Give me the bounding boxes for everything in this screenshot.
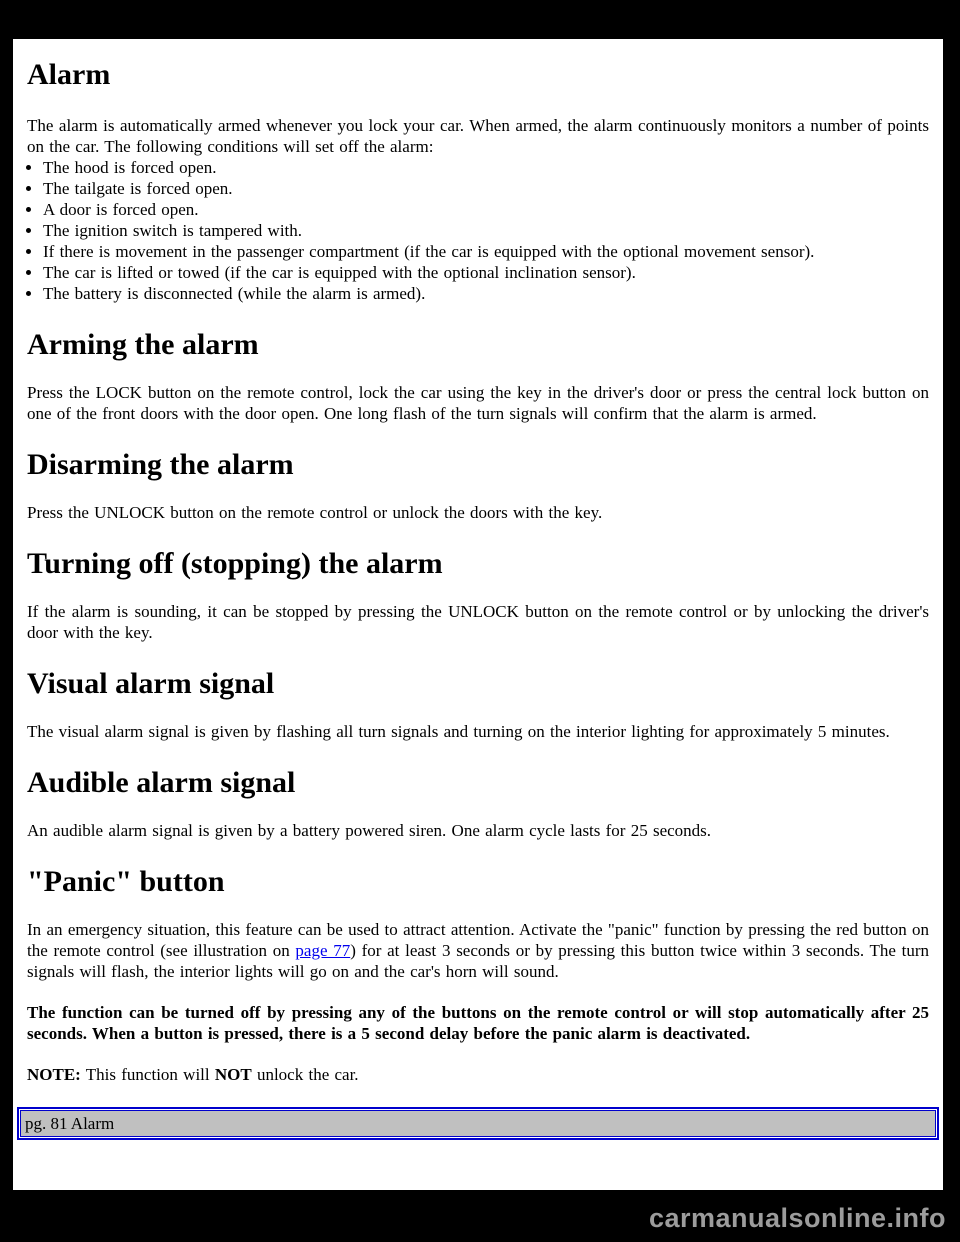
manual-page bbox=[13, 39, 943, 1190]
note-label: NOTE: bbox=[27, 1065, 81, 1084]
page-number-label: pg. 81 Alarm bbox=[25, 1114, 115, 1133]
section-heading-arming: Arming the alarm bbox=[27, 328, 259, 361]
page-77-link[interactable]: page 77 bbox=[295, 941, 351, 960]
panic-text-before-link: In an emergency situation, this feature can be used to attract attention. Activate the "panic" function by pressing the red button on the remote control (see illustration on bbox=[27, 920, 929, 960]
note-text: This function will bbox=[80, 1065, 215, 1084]
section-heading-disarming: Disarming the alarm bbox=[27, 448, 294, 481]
list-item: • A door is forced open. bbox=[43, 199, 929, 220]
section-heading-turning-off: Turning off (stopping) the alarm bbox=[27, 547, 443, 580]
list-item: • The tailgate is forced open. bbox=[43, 178, 929, 199]
list-item: • The battery is disconnected (while the alarm is armed). bbox=[43, 283, 929, 304]
page-title: Alarm bbox=[27, 58, 111, 91]
section-paragraph-turning-off: If the alarm is sounding, it can be stopped by pressing the UNLOCK button on the remote control or by unlocking the driver's door with the key. bbox=[27, 602, 929, 642]
panic-text-after-link: ) for at least 3 seconds or by pressing this button twice within 3 seconds. The turn signals will flash, the interior lights will go on and the car's horn will sound. bbox=[27, 941, 930, 981]
list-item: • If there is movement in the passenger compartment (if the car is equipped with the optional movement sensor). bbox=[43, 241, 929, 262]
list-item: • The hood is forced open. bbox=[43, 157, 929, 178]
list-item: • The car is lifted or towed (if the car is equipped with the optional inclination sensor). bbox=[43, 262, 929, 283]
section-paragraph-visual-signal: The visual alarm signal is given by flashing all turn signals and turning on the interior lighting for approximately 5 minutes. bbox=[27, 722, 890, 741]
note-bold-word: NOT bbox=[214, 1065, 252, 1084]
page-footer-box-cell bbox=[20, 1110, 936, 1137]
alarm-conditions-list bbox=[27, 157, 929, 304]
watermark-text: carmanualsonline.info bbox=[648, 1203, 946, 1233]
panic-paragraph bbox=[27, 919, 929, 982]
section-paragraph-arming: Press the LOCK button on the remote control, lock the car using the key in the driver's door or press the central lock button on one of the front doors with the door open. One long flash of the turn signals will confirm that the alarm is armed. bbox=[27, 383, 929, 423]
section-paragraph-disarming: Press the UNLOCK button on the remote control or unlock the doors with the key. bbox=[27, 503, 603, 522]
list-item: • The ignition switch is tampered with. bbox=[43, 220, 929, 241]
section-heading-visual-signal: Visual alarm signal bbox=[27, 667, 275, 700]
section-heading-panic-button: "Panic" button bbox=[27, 865, 225, 898]
note-paragraph bbox=[27, 1064, 929, 1085]
note-text-end: unlock the car. bbox=[251, 1065, 359, 1084]
section-paragraph-audible-signal: An audible alarm signal is given by a battery powered siren. One alarm cycle lasts for 25 seconds. bbox=[27, 821, 712, 840]
page-footer-box bbox=[17, 1107, 939, 1140]
section-heading-audible-signal: Audible alarm signal bbox=[27, 766, 296, 799]
panic-turn-off-paragraph: The function can be turned off by pressing any of the buttons on the remote control or will stop automatically after 25 seconds. When a button is pressed, there is a 5 second delay before the panic alarm is deactivated. bbox=[27, 1003, 929, 1043]
intro-paragraph: The alarm is automatically armed whenever you lock your car. When armed, the alarm continuously monitors a number of points on the car. The following conditions will set off the alarm: bbox=[27, 116, 929, 156]
